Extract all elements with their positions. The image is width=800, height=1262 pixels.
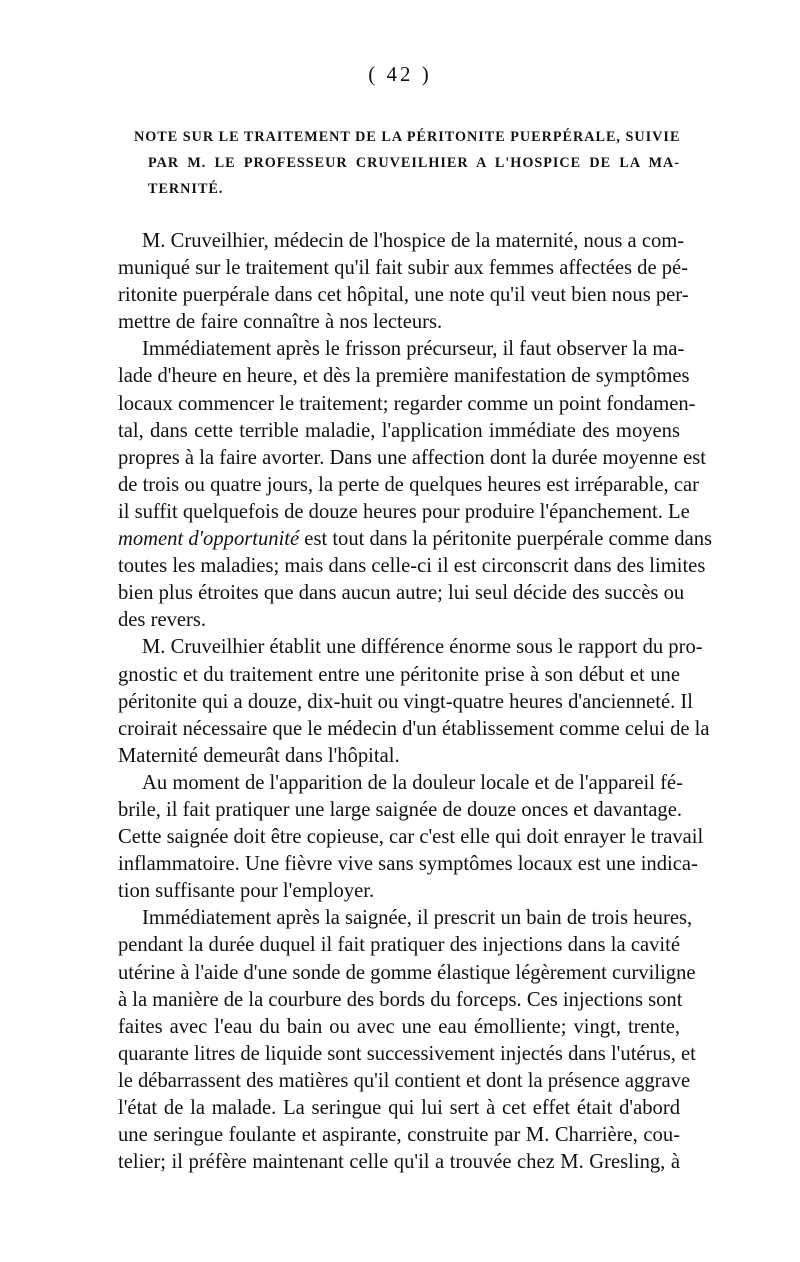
- paragraph-bath-injections: [118, 905, 696, 1176]
- heading-line: NOTE SUR LE TRAITEMENT DE LA PÉRITONITE PUERPÉRALE, SUIVIE: [134, 129, 681, 145]
- text-line: faites avec l'eau du bain ou avec une eau émolliente; vingt, trente,: [118, 1015, 680, 1038]
- paragraph-bleeding: [118, 770, 704, 905]
- text-line: utérine à l'aide d'une sonde de gomme élastique légèrement curviligne: [118, 961, 696, 984]
- heading-line: PAR M. LE PROFESSEUR CRUVEILHIER A L'HOSPICE DE LA MA-: [148, 155, 680, 171]
- article-heading: [134, 124, 680, 202]
- text-line: inflammatoire. Une fièvre vive sans symptômes locaux est une indica-: [118, 853, 698, 876]
- text-line: locaux commencer le traitement; regarder comme un point fondamen-: [118, 392, 696, 415]
- text-line: de trois ou quatre jours, la perte de quelques heures est irréparable, car: [118, 473, 699, 496]
- text-line: il suffit quelquefois de douze heures pour produire l'épanchement. Le: [118, 500, 690, 523]
- heading-line: TERNITÉ.: [148, 181, 224, 197]
- text-line: muniqué sur le traitement qu'il fait subir aux femmes affectées de pé-: [118, 257, 689, 280]
- text-line: l'état de la malade. La seringue qui lui sert à cet effet était d'abord: [118, 1097, 680, 1119]
- text-line: le débarrassent des matières qu'il contient et dont la présence aggrave: [118, 1069, 691, 1092]
- text-line: des revers.: [118, 609, 207, 632]
- text-line: propres à la faire avorter. Dans une affection dont la durée moyenne est: [118, 446, 707, 469]
- text-line: Cette saignée doit être copieuse, car c'est elle qui doit enrayer le travail: [118, 826, 704, 849]
- text-line: péritonite qui a douze, dix-huit ou vingt-quatre heures d'ancienneté. Il: [118, 690, 693, 713]
- paragraph-prognosis: [118, 634, 710, 769]
- text-line: Maternité demeurât dans l'hôpital.: [118, 744, 400, 767]
- text-line: toutes les maladies; mais dans celle-ci il est circonscrit dans des limites: [118, 555, 706, 578]
- text-line: Immédiatement après le frisson précurseur, il faut observer la ma-: [142, 338, 685, 361]
- text-line: ritonite puerpérale dans cet hôpital, une note qu'il veut bien nous per-: [118, 284, 689, 307]
- page-number: ( 42 ): [368, 62, 432, 86]
- text-line: brile, il fait pratiquer une large saignée de douze onces et davantage.: [118, 798, 682, 821]
- text-line: mettre de faire connaître à nos lecteurs.: [118, 311, 443, 334]
- text-line: tal, dans cette terrible maladie, l'application immédiate des moyens: [118, 419, 680, 442]
- text-line: M. Cruveilhier, médecin de l'hospice de la maternité, nous a com-: [142, 230, 685, 252]
- text-line: Au moment de l'apparition de la douleur locale et de l'appareil fé-: [142, 771, 683, 794]
- text-line: lade d'heure en heure, et dès la première manifestation de symptômes: [118, 365, 690, 388]
- text-line: croirait nécessaire que le médecin d'un établissement comme celui de la: [118, 717, 710, 740]
- text-line: telier; il préfère maintenant celle qu'il a trouvée chez M. Gresling, à: [118, 1151, 680, 1174]
- text-line: pendant la durée duquel il fait pratiquer des injections dans la cavité: [118, 934, 680, 957]
- text-line: M. Cruveilhier établit une différence énorme sous le rapport du pro-: [142, 636, 703, 659]
- text-line: quarante litres de liquide sont successivement injectés dans l'utérus, et: [118, 1042, 696, 1065]
- text-line: tion suffisante pour l'employer.: [118, 880, 375, 903]
- text-line-with-emphasis: [118, 526, 713, 553]
- emphasis-text: moment d'opportunité: [118, 528, 300, 551]
- text-line: Immédiatement après la saignée, il prescrit un bain de trois heures,: [142, 907, 693, 930]
- text-fragment: est tout dans la péritonite puerpérale comme dans: [299, 528, 713, 551]
- text-line: à la manière de la courbure des bords du forceps. Ces injections sont: [118, 988, 683, 1011]
- text-line: une seringue foulante et aspirante, construite par M. Charrière, cou-: [118, 1124, 680, 1147]
- article-body: [118, 228, 713, 1176]
- paragraph-intro: [118, 228, 689, 336]
- paragraph-immediate-treatment: [118, 336, 713, 634]
- text-line: gnostic et du traitement entre une péritonite prise à son début et une: [118, 663, 680, 686]
- text-line: bien plus étroites que dans aucun autre; lui seul décide des succès ou: [118, 582, 685, 605]
